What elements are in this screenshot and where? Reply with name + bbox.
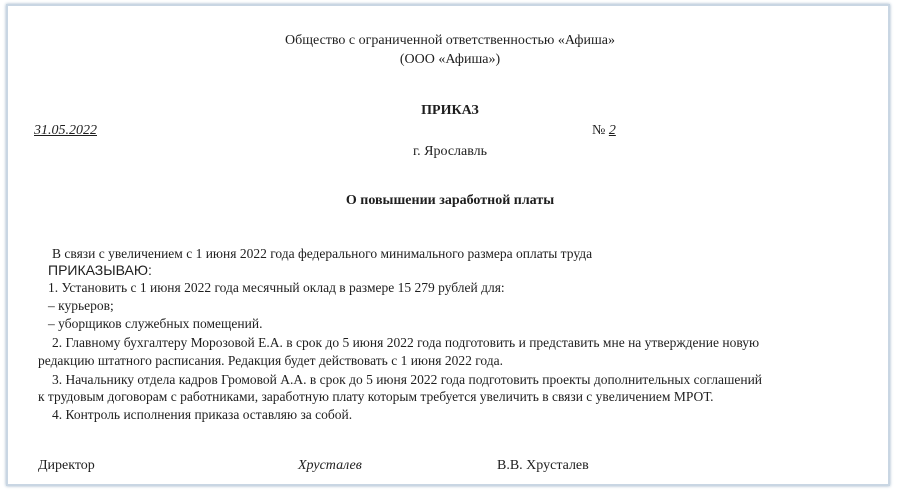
order-city: г. Ярославль <box>412 144 488 159</box>
item-2-line-2: редакцию штатного расписания. Редакция будет действовать с 1 июня 2022 года. <box>38 353 503 368</box>
order-subject: О повышении заработной платы <box>345 193 555 208</box>
order-number <box>592 123 616 139</box>
signature-handwritten: Хрусталев <box>298 458 362 473</box>
command: ПРИКАЗЫВАЮ: <box>48 262 152 278</box>
signature-position: Директор <box>38 458 95 473</box>
org-short-name: (ООО «Афиша») <box>399 52 501 67</box>
item-3-line-2: к трудовым договорам с работниками, заработную плату которым требуется увеличить в связи с увеличением МРОТ. <box>38 389 714 404</box>
signature-name: В.В. Хрусталев <box>497 458 589 473</box>
preamble: В связи с увеличением с 1 июня 2022 года федерального минимального размера оплаты труда <box>52 246 593 261</box>
item-1b: – уборщиков служебных помещений. <box>48 316 263 331</box>
order-title: ПРИКАЗ <box>421 103 479 118</box>
item-1a: – курьеров; <box>48 298 114 313</box>
item-4: 4. Контроль исполнения приказа оставляю за собой. <box>52 407 353 422</box>
item-2-line-1: 2. Главному бухгалтеру Морозовой Е.А. в срок до 5 июня 2022 года подготовить и представить мне на утверждение новую <box>52 335 760 350</box>
order-number-label: № <box>592 123 606 138</box>
item-3-line-1: 3. Начальнику отдела кадров Громовой А.А. в срок до 5 июня 2022 года подготовить проекты дополнительных соглашений <box>52 372 763 387</box>
order-number-value: 2 <box>608 123 616 138</box>
order-date: 31.05.2022 <box>34 123 97 138</box>
document-page <box>6 4 890 486</box>
org-full-name: Общество с ограниченной ответственностью «Афиша» <box>285 33 615 48</box>
item-1: 1. Установить с 1 июня 2022 года месячный оклад в размере 15 279 рублей для: <box>48 280 505 295</box>
